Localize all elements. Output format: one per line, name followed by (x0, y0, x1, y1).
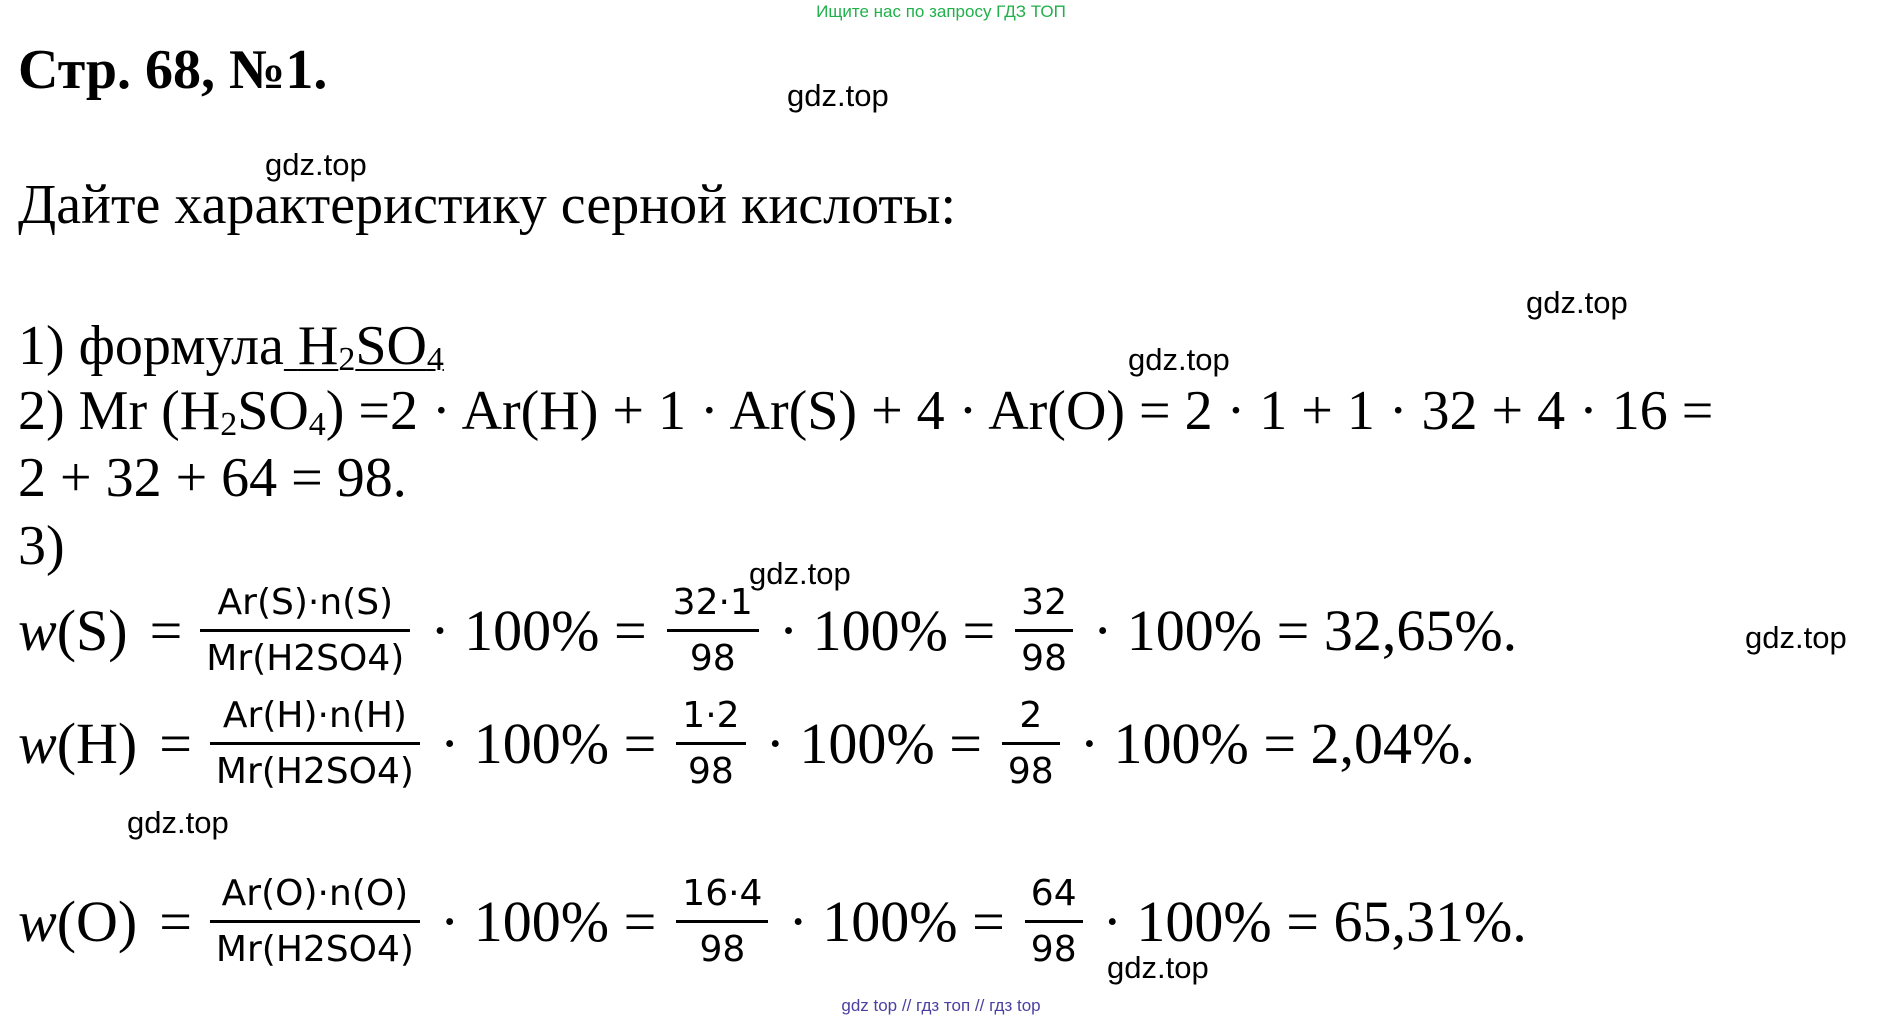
fraction: $\frac{Ar(O)\cdot n(O)}{Mr(H2SO4)}$ (210, 871, 420, 972)
watermark: gdz.top (265, 147, 367, 182)
link-gdz-top-cyrillic[interactable]: гдз топ (916, 996, 971, 1015)
watermark: gdz.top (749, 556, 851, 591)
fraction: $\frac{Ar(H)\cdot n(H)}{Mr(H2SO4)}$ (210, 693, 420, 794)
watermark: gdz.top (787, 78, 889, 113)
molar-mass-line: 2) Mr $(H_2SO_4) =2 \cdot Ar(H) + 1 \cdot Ar(S) + 4 \cdot Ar(O) = 2 \cdot 1 + 1 \cdot 32 + 4 \cdot 16$ = (18, 380, 1714, 443)
page-title: Стр. 68, №1. (18, 39, 328, 101)
formula-value: $H_2SO_4$ (297, 315, 444, 378)
mass-fraction-sulfur: w(S) = $\frac{Ar(S)\cdot n(S)}{Mr(H2SO4)}$ · 100% = $\frac{32\cdot 1}{98}$ · 100% = $\frac{32}{98}$ · 100% = 32,65%. (18, 582, 1518, 679)
watermark: gdz.top (1526, 285, 1628, 320)
molar-mass-result: 2 + 32 + 64 = 98. (18, 447, 407, 509)
watermark: gdz.top (1745, 620, 1847, 655)
watermark: gdz.top (1107, 950, 1209, 985)
task-statement: Дайте характеристику серной кислоты: (18, 174, 957, 236)
watermark: gdz.top (127, 805, 229, 840)
fraction: $\frac{32\cdot 1}{98}$ (667, 580, 759, 681)
mass-fraction-oxygen: w(O) = $\frac{Ar(O)\cdot n(O)}{Mr(H2SO4)}$ · 100% = $\frac{16\cdot 4}{98}$ · 100% = $\frac{64}{98}$ · 100% = 65,31%. (18, 873, 1527, 970)
fraction: $\frac{1\cdot 2}{98}$ (676, 693, 745, 794)
mass-fraction-hydrogen: w(H) = $\frac{Ar(H)\cdot n(H)}{Mr(H2SO4)}$ · 100% = $\frac{1\cdot 2}{98}$ · 100% = $\frac{2}{98}$ · 100% = 2,04%. (18, 695, 1475, 792)
link-gdz-top[interactable]: gdz top (841, 996, 898, 1015)
bottom-links (0, 996, 1882, 1016)
formula-label: 1) формула (18, 315, 284, 377)
link-gdz-top-mixed[interactable]: гдз top (989, 996, 1041, 1015)
fraction: $\frac{16\cdot 4}{98}$ (676, 871, 768, 972)
fraction: $\frac{64}{98}$ (1025, 871, 1083, 972)
item-3-label: 3) (18, 515, 65, 577)
formula-line (18, 315, 444, 378)
top-banner[interactable]: Ищите нас по запросу ГДЗ ТОП (816, 2, 1066, 21)
watermark: gdz.top (1128, 342, 1230, 377)
link-separator: // (974, 996, 985, 1015)
fraction: $\frac{Ar(S)\cdot n(S)}{Mr(H2SO4)}$ (200, 580, 410, 681)
link-separator: // (901, 996, 912, 1015)
fraction: $\frac{2}{98}$ (1002, 693, 1060, 794)
fraction: $\frac{32}{98}$ (1015, 580, 1073, 681)
